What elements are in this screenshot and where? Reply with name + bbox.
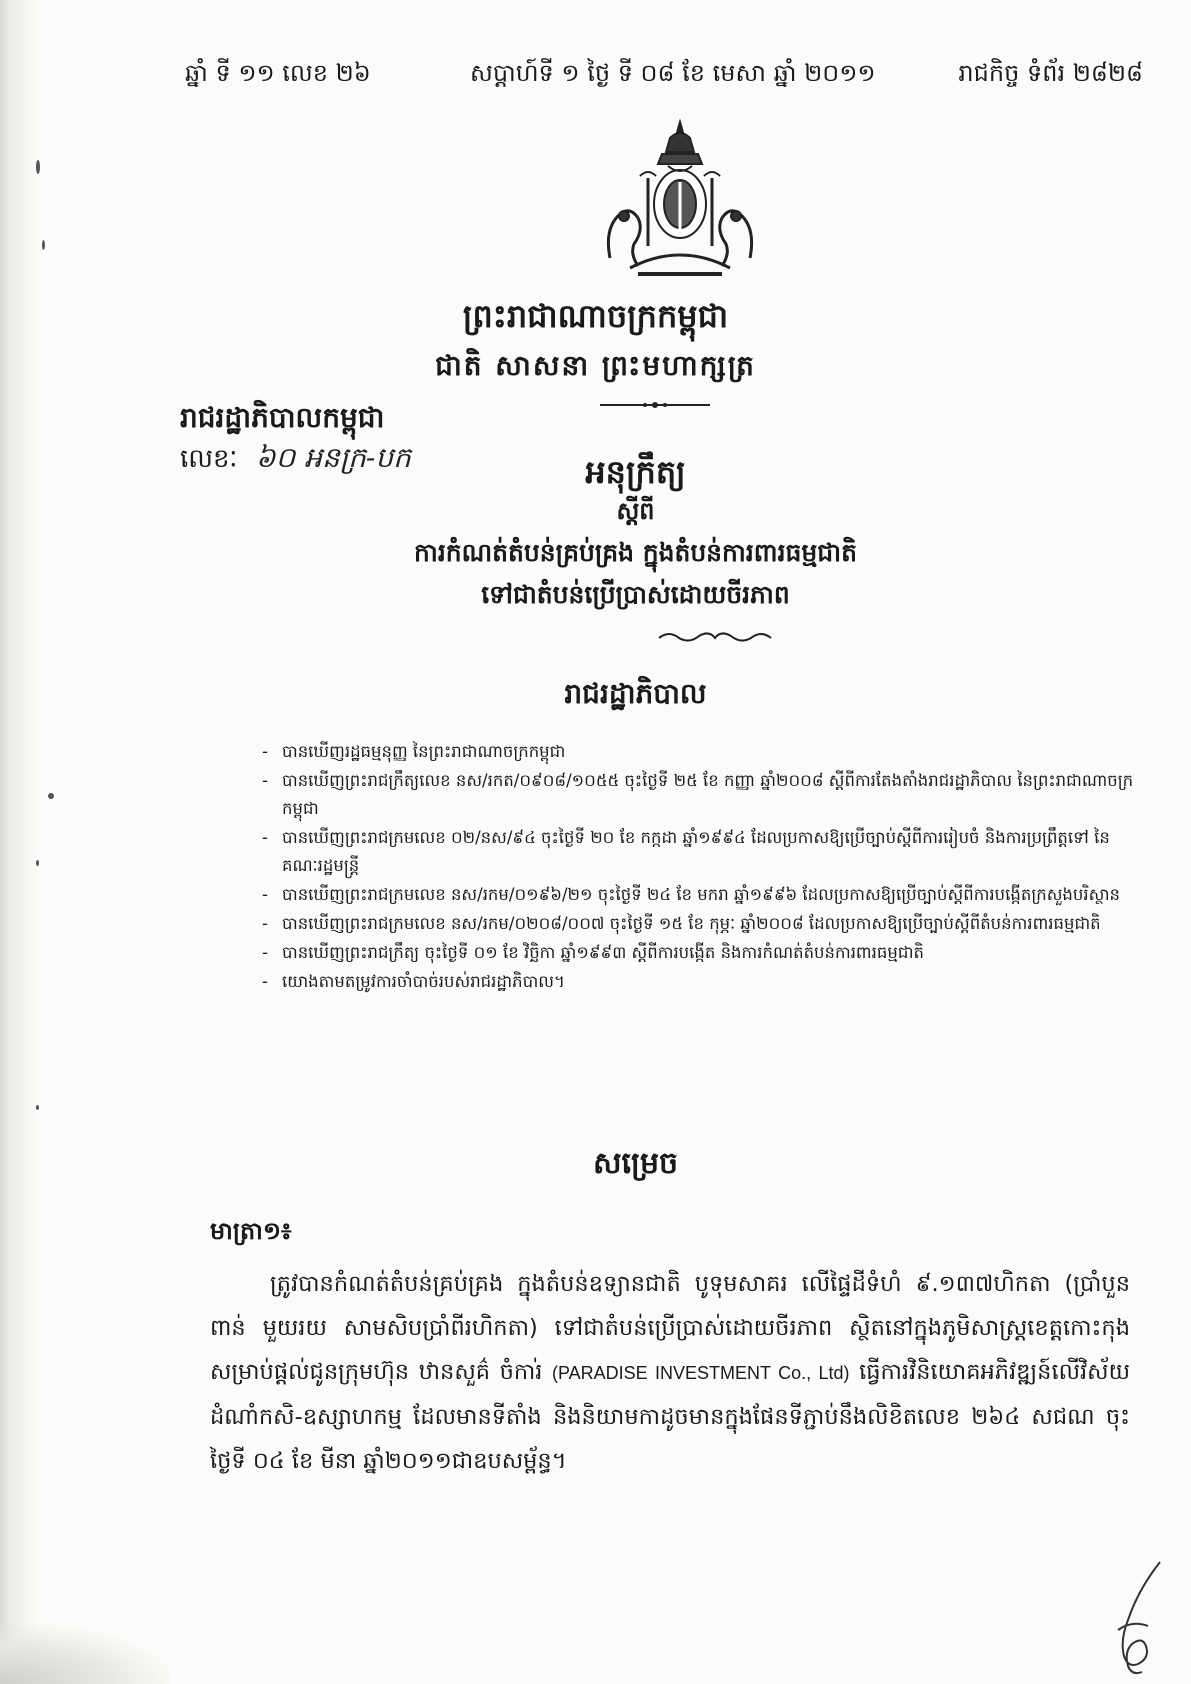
scan-corner-noise (0, 1624, 170, 1684)
decree-number-label: លេខៈ (180, 444, 238, 474)
article-body-part1: ត្រូវបានកំណត់តំបន់គ្រប់គ្រង ក្នុងតំបន់ឧទ្យានជាតិ បូទុមសាគរ លើផ្ទៃដីទំហំ ៩.១៣៧ហិកតា (ប្រាំបួនពាន់ មួយរយ សាមសិបប្រាំពីរហិកតា) ទៅជាតំបន់ប្រើប្រាស់ដោយចីរភាព ស្ថិតនៅក្នុងភូមិសាស្ត្រខេត្តកោះកុង សម្រាប់ផ្តល់ជូនក្រុមហ៊ុន ឋានសួគ៌ ចំការ់ (210, 1271, 1130, 1385)
scan-speck (48, 793, 54, 799)
divider-ornament-icon (600, 400, 710, 410)
company-name-latin: (PARADISE INVESTMENT Co., Ltd) (551, 1363, 850, 1383)
reference-item: - បានឃើញព្រះរាជក្រមលេខ នស/រកម/០២០៨/០០៧ ចុះថ្ងៃទី ១៥ ខែ កុម្ភៈ ឆ្នាំ២០០៨ ដែលប្រកាសឱ្យប្រើច្បាប់ស្តីពីតំបន់ការពារធម្មជាតិ (262, 914, 1101, 933)
scan-speck (36, 860, 39, 866)
decree-number-value: ៦០ អនក្រ-បក (255, 441, 411, 474)
document-type: អនុក្រឹត្យ (585, 453, 686, 491)
issuer-government: រាជរដ្ឋាភិបាលកម្ពុជា (180, 401, 385, 434)
legal-references-list (262, 738, 1142, 997)
gazette-issue: ឆ្នាំ ទី ១១ លេខ ២៦ (185, 59, 371, 87)
document-about: ស្តីពី (616, 497, 655, 525)
kingdom-title: ព្រះរាជាណាចក្រកម្ពុជា (462, 297, 729, 335)
article-body (210, 1262, 1130, 1483)
scan-speck (36, 160, 40, 174)
scan-edge-shadow (0, 0, 38, 1684)
decision-heading: សម្រេច (592, 1146, 679, 1181)
article-body-part2: ធ្វើការវិនិយោគអភិវឌ្ឍន៍លើវិស័យដំណាំកសិ-ឧស្សាហកម្ម ដែលមានទីតាំង និងនិយាមកាដូចមានក្នុងផែនទីភ្ជាប់នឹងលិខិតលេខ ២៦៤ សជណ ចុះថ្ងៃទី ០៤ ខែ មីនា ឆ្នាំ២០១១ជាឧបសម្ព័ន្ធ។ (210, 1359, 1130, 1474)
reference-item: - យោងតាមតម្រូវការចាំបាច់របស់រាជរដ្ឋាភិបាល។ (262, 972, 565, 991)
gazette-date: សប្តាហ៍ទី ១ ថ្ងៃ ទី ០៨ ខែ មេសា ឆ្នាំ ២០១១ (470, 59, 876, 87)
flourish-ornament-icon (655, 630, 775, 644)
reference-item: - បានឃើញព្រះរាជក្រមលេខ នស/រកម/០១៩៦/២១ ចុះថ្ងៃទី ២៤ ខែ មករា ឆ្នាំ១៩៩៦ ដែលប្រកាសឱ្យប្រើច្បាប់ស្តីពីការបង្កើតក្រសួងបរិស្ថាន (262, 885, 1121, 904)
reference-item: - បានឃើញព្រះរាជក្រមលេខ ០២/នស/៩៤ ចុះថ្ងៃទី ២០ ខែ កក្កដា ឆ្នាំ១៩៩៤ ដែលប្រកាសឱ្យប្រើច្បាប់ស្តីពីការរៀបចំ និងការប្រព្រឹត្តទៅ នៃគណៈរដ្ឋមន្ត្រី (262, 828, 1110, 875)
gazette-page: រាជកិច្ច ទំព័រ ២៨២៨ (958, 59, 1143, 87)
scan-speck (36, 1105, 39, 1110)
handwritten-initial-signature (1098, 1560, 1168, 1680)
reference-item: - បានឃើញរដ្ឋធម្មនុញ្ញ នៃព្រះរាជាណាចក្រកម្ពុជា (262, 742, 566, 761)
document-subject-line1: ការកំណត់តំបន់គ្រប់គ្រង ក្នុងតំបន់ការពារធម្មជាតិ (414, 538, 857, 567)
reference-item: - បានឃើញព្រះរាជក្រឹត្យលេខ នស/រកត/០៩០៨/១០៥៥ ចុះថ្ងៃទី ២៥ ខែ កញ្ញា ឆ្នាំ២០០៨ ស្តីពីការតែងតាំងរាជរដ្ឋាភិបាល នៃព្រះរាជាណាចក្រកម្ពុជា (262, 771, 1134, 818)
kingdom-motto: ជាតិ សាសនា ព្រះមហាក្សត្រ (435, 349, 756, 382)
issuing-authority: រាជរដ្ឋាភិបាល (564, 677, 707, 710)
reference-item: - បានឃើញព្រះរាជក្រឹត្យ ចុះថ្ងៃទី ០១ ខែ វិច្ឆិកា ឆ្នាំ១៩៩៣ ស្តីពីការបង្កើត និងការកំណត់តំបន់ការពារធម្មជាតិ (262, 943, 925, 962)
royal-emblem-icon (590, 118, 770, 278)
scan-speck (42, 240, 45, 250)
document-subject-line2: ទៅជាតំបន់ប្រើប្រាស់ដោយចីរភាព (481, 580, 790, 609)
article-title: មាត្រា១៖ (210, 1217, 292, 1245)
